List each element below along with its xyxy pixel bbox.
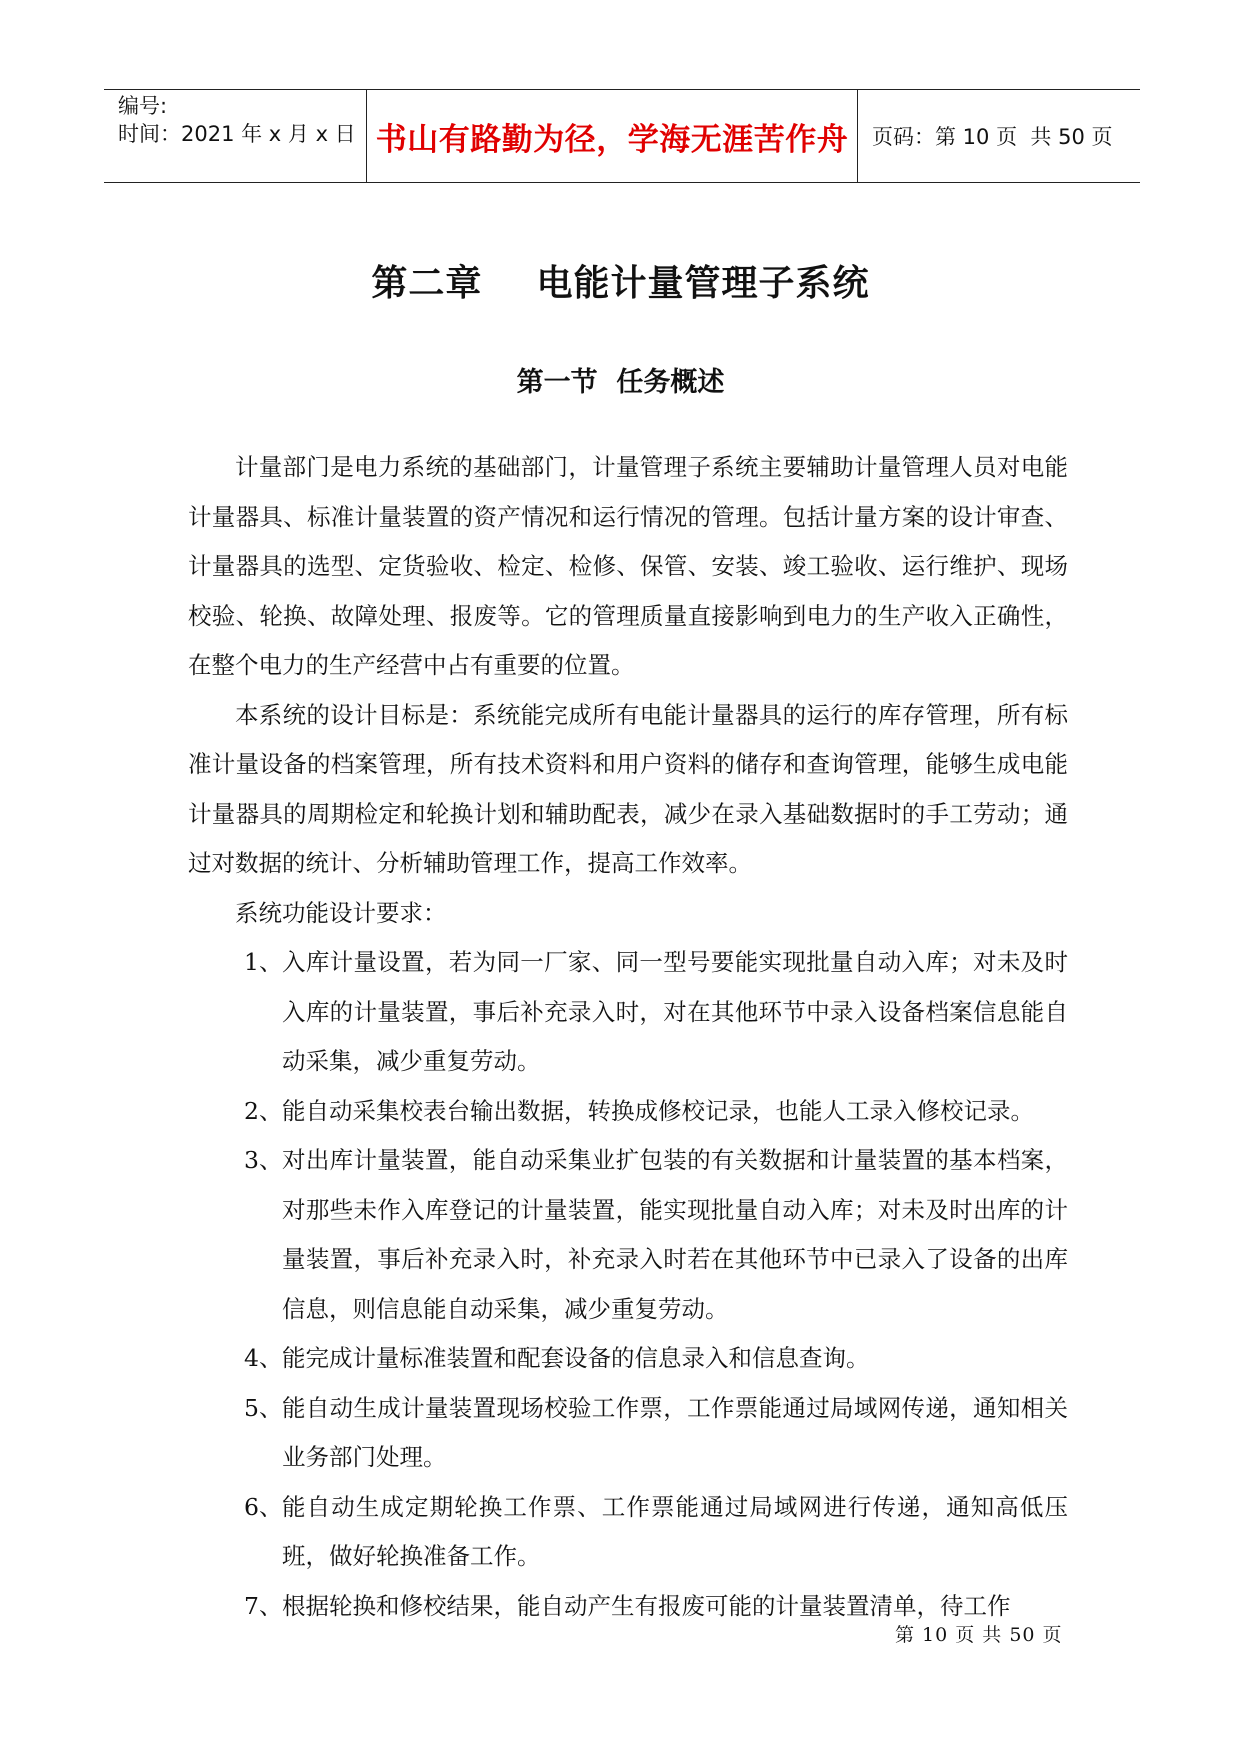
list-number: 7、 [244,1591,283,1620]
list-item [188,1087,1068,1137]
paragraph: 本系统的设计目标是：系统能完成所有电能计量器具的运行的库存管理，所有标准计量设备的档案管理，所有技术资料和用户资料的储存和查询管理，能够生成电能计量器具的周期检定和轮换计划和辅助配表，减少在录入基础数据时的手工劳动；通过对数据的统计、分析辅助管理工作，提高工作效率。 [188,700,1068,877]
section-title [0,360,1241,399]
chapter-title [0,255,1241,306]
header-motto-cell [367,90,858,182]
list-text: 能自动生成定期轮换工作票、工作票能通过局域网进行传递，通知高低压班，做好轮换准备工作。 [282,1492,1068,1570]
list-item [188,938,1068,1087]
list-text: 能完成计量标准装置和配套设备的信息录入和信息查询。 [282,1344,870,1372]
section-title-text: 第一节 任务概述 [516,367,725,398]
list-item [188,1384,1068,1483]
page-header [104,89,1140,183]
list-item [188,1136,1068,1334]
list-item [188,1334,1068,1384]
time-label: 时间：2021 年 x 月 x 日 [118,122,356,146]
paragraph: 计量部门是电力系统的基础部门，计量管理子系统主要辅助计量管理人员对电能计量器具、标准计量装置的资产情况和运行情况的管理。包括计量方案的设计审查、计量器具的选型、定货验收、检定、检修、保管、安装、竣工验收、运行维护、现场校验、轮换、故障处理、报废等。它的管理质量直接影响到电力的生产收入正确性，在整个电力的生产经营中占有重要的位置。 [188,453,1068,679]
document-body [188,443,1068,1631]
list-number: 1、 [244,948,283,976]
header-meta [104,90,367,182]
list-number: 4、 [244,1344,283,1372]
list-number: 3、 [244,1146,283,1174]
motto: 书山有路勤为径，学海无涯苦作舟 [375,121,849,158]
list-number: 6、 [244,1492,283,1521]
requirements-list [188,938,1068,1631]
number-label: 编号: [118,94,168,118]
list-number: 5、 [244,1393,283,1422]
chapter-title-text: 第二章 电能计量管理子系统 [371,263,870,304]
paragraph: 系统功能设计要求： [235,898,447,927]
list-text: 对出库计量装置，能自动采集业扩包装的有关数据和计量装置的基本档案，对那些未作入库登记的计量装置，能实现批量自动入库；对未及时出库的计量装置，事后补充录入时，补充录入时若在其他环节中已录入了设备的出库信息，则信息能自动采集，减少重复劳动。 [282,1146,1068,1323]
list-item [188,1483,1068,1582]
list-text: 入库计量设置，若为同一厂家、同一型号要能实现批量自动入库；对未及时入库的计量装置，事后补充录入时，对在其他环节中录入设备档案信息能自动采集，减少重复劳动。 [282,948,1068,1075]
page-info: 页码：第 10 页 共 50 页 [872,125,1113,149]
list-text: 能自动生成计量装置现场校验工作票，工作票能通过局域网传递，通知相关业务部门处理。 [282,1393,1068,1471]
header-page-cell [858,90,1140,182]
page-footer: 第 10 页 共 50 页 [895,1624,1063,1646]
list-text: 能自动采集校表台输出数据，转换成修校记录，也能人工录入修校记录。 [282,1096,1034,1125]
list-text: 根据轮换和修校结果，能自动产生有报废可能的计量装置清单，待工作 [282,1591,1011,1620]
list-number: 2、 [244,1096,283,1125]
